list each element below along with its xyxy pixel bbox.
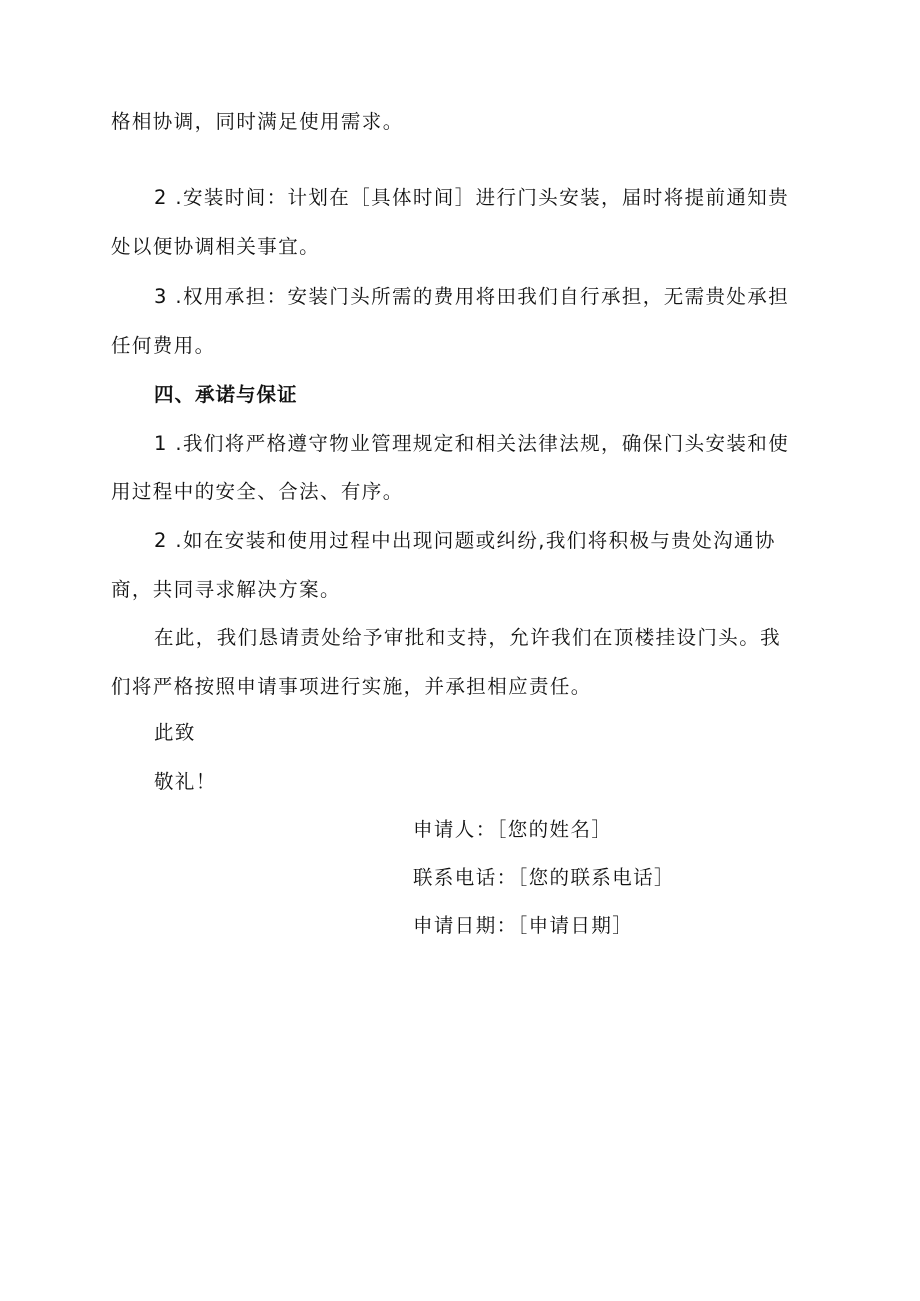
paragraph-line: 任何费用。	[111, 334, 216, 357]
paragraph-line: 处以便协调相关事宜。	[111, 235, 321, 258]
signature-applicant: 申请人：［您的姓名］	[413, 818, 613, 841]
paragraph-line: 格相协调，同时满足使用需求。	[111, 110, 404, 133]
section-heading: 四、承诺与保证	[154, 383, 298, 406]
signature-date: 申请日期：［申请日期］	[413, 914, 634, 937]
paragraph-line: 商，共同寻求解决方案。	[111, 578, 341, 601]
paragraph-line: 2 .如在安装和使用过程中出现问题或纠纷,我们将积极与贵处沟通协	[154, 529, 776, 552]
paragraph-line: 用过程中的安全、合法、有序。	[111, 480, 404, 503]
closing-line: 此致	[154, 721, 196, 744]
paragraph-line: 2 .安装时间：计划在［具体时间］进行门头安装，届时将提前通知贵	[154, 186, 790, 209]
paragraph-line: 们将严格按照申请事项进行实施，并承担相应责任。	[111, 675, 592, 698]
signature-phone: 联系电话：［您的联系电话］	[413, 866, 675, 889]
paragraph-line: 1 .我们将严格遵守物业管理规定和相关法律法规，确保门头安装和使	[154, 432, 790, 455]
paragraph-line: 3 .权用承担：安装门头所需的费用将田我们自行承担，无需贵处承担	[154, 285, 790, 308]
closing-salutation: 敬礼！	[154, 770, 217, 793]
paragraph-line: 在此，我们恳请责处给予审批和支持，允许我们在顶楼挂设门头。我	[154, 626, 782, 649]
